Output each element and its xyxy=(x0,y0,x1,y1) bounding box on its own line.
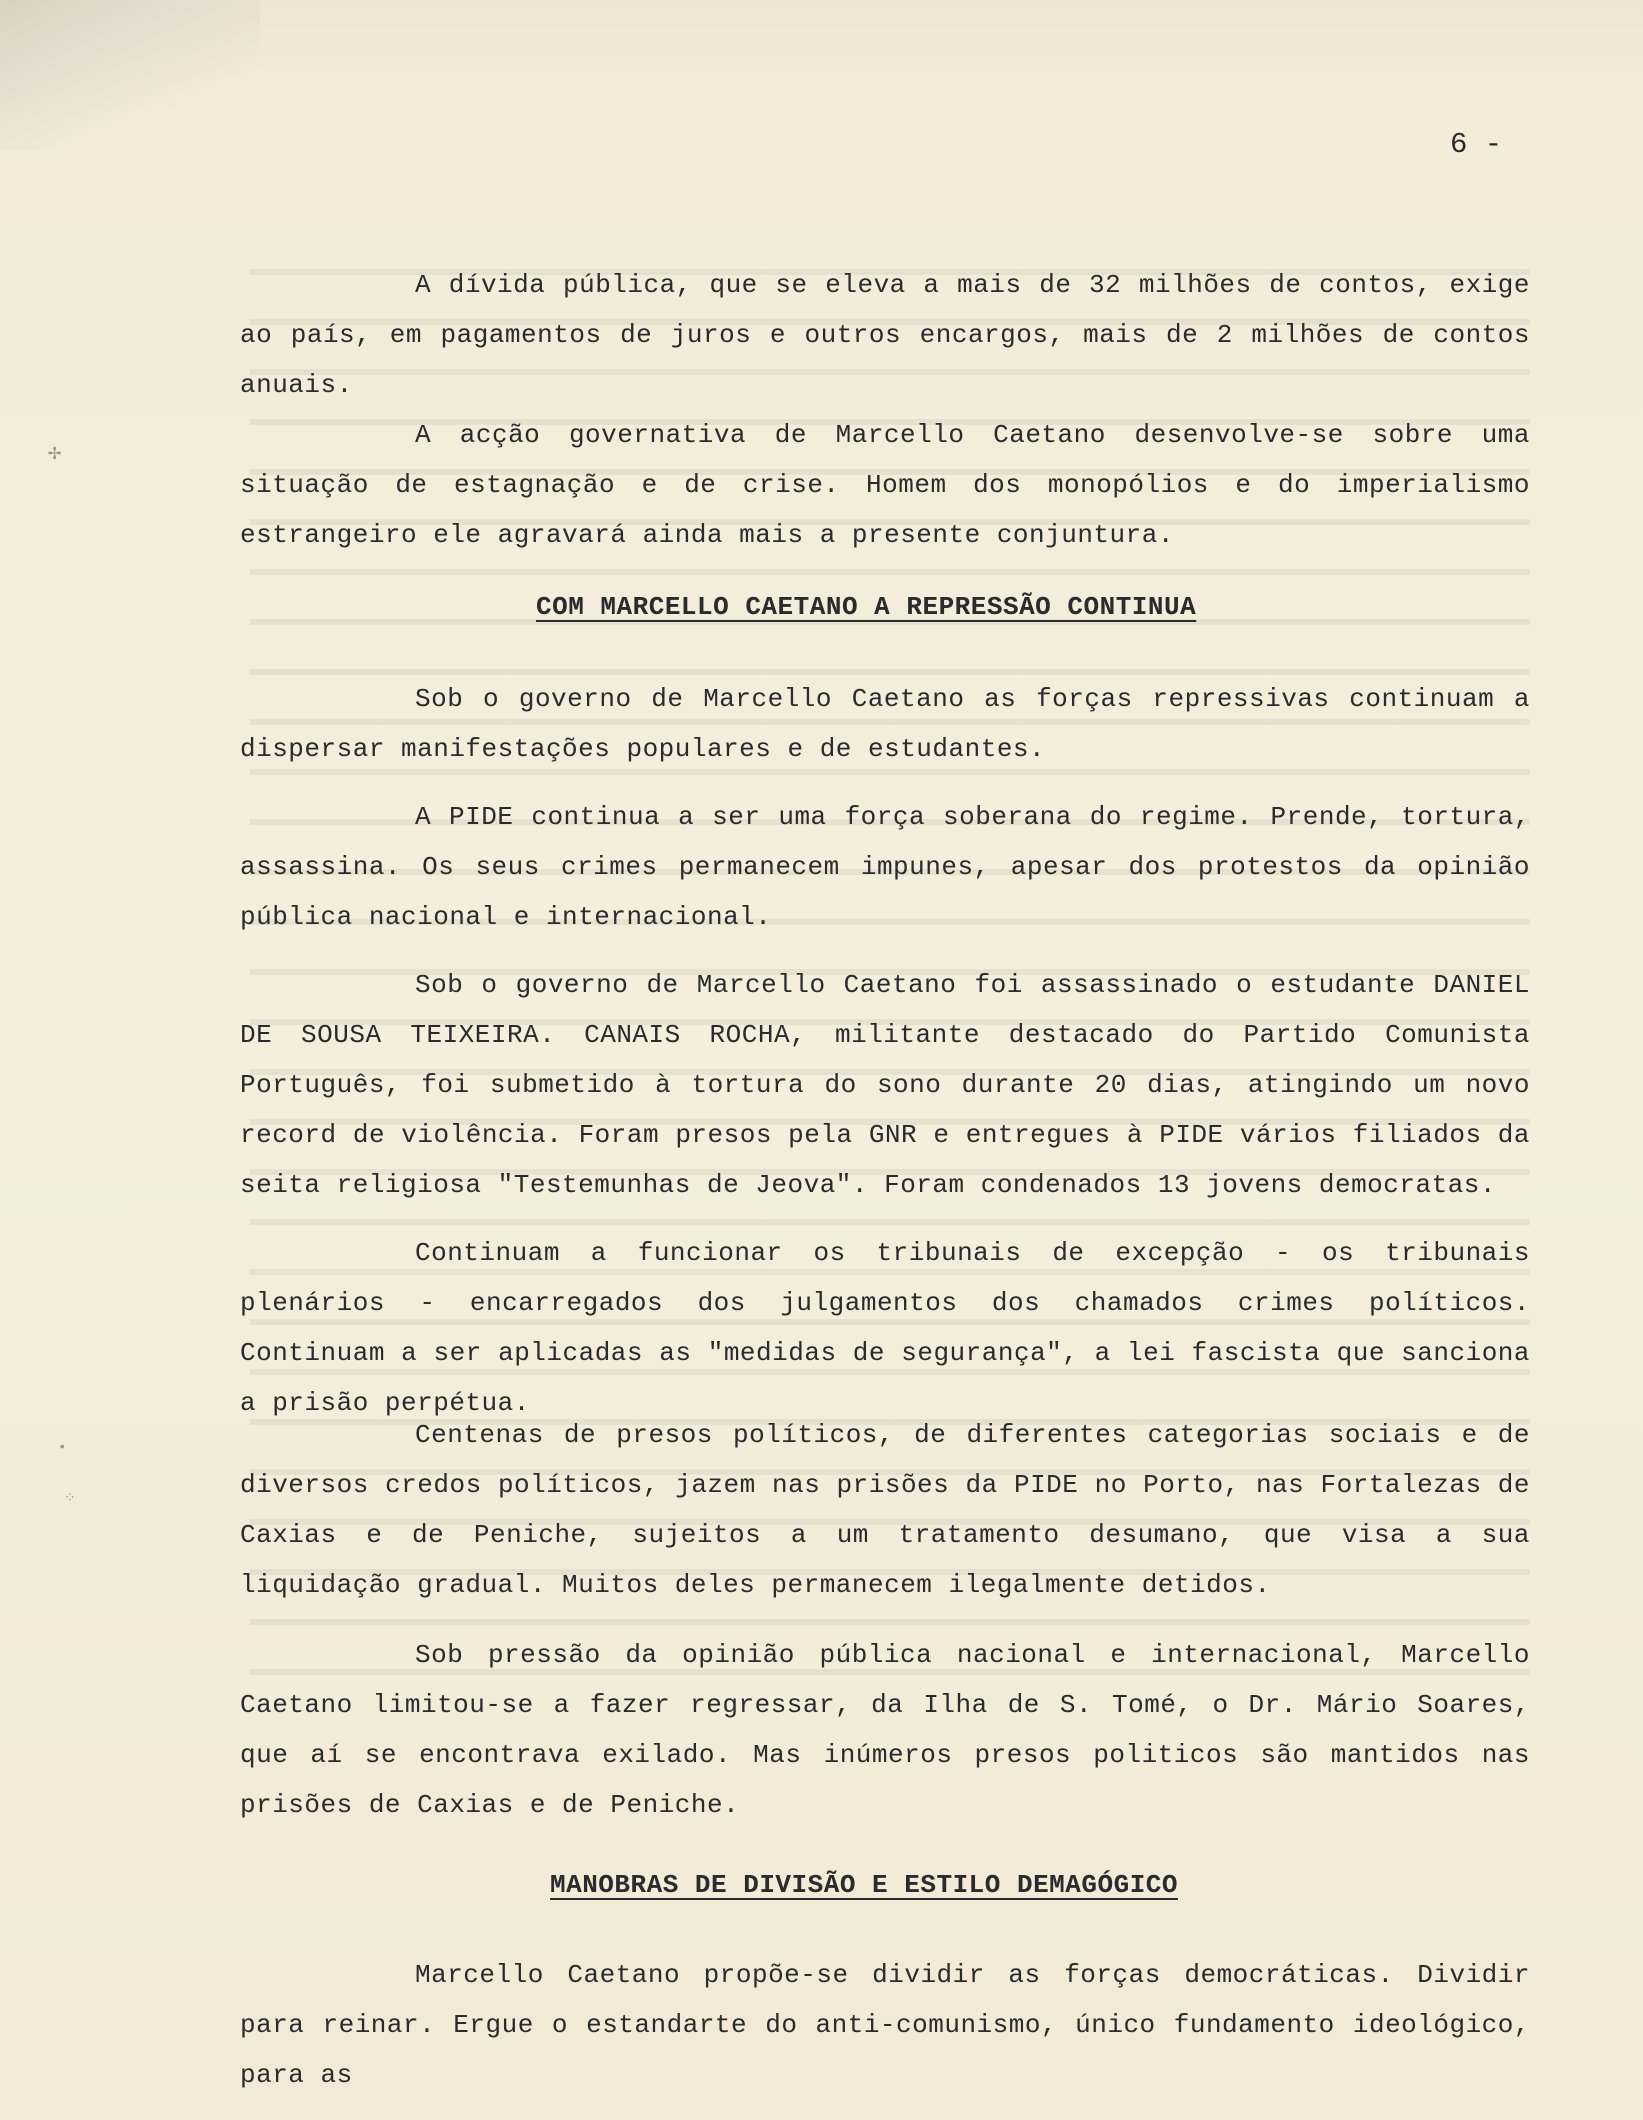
section-heading-manobras: MANOBRAS DE DIVISÃO E ESTILO DEMAGÓGICO xyxy=(550,1870,1178,1900)
paragraph-presos-politicos: Centenas de presos políticos, de diferentes categorias sociais e de diversos credos políticos, jazem nas prisões da PIDE no Porto, nas Fortalezas de Caxias e de Peniche, sujeitos a um tratamento desumano, que visa a sua liquidação gradual. Muitos deles permanecem ilegalmente detidos. xyxy=(240,1420,1530,1600)
paragraph-divida-publica: A dívida pública, que se eleva a mais de 32 milhões de contos, exige ao país, em pagamentos de juros e outros encargos, mais de 2 milhões de contos anuais. xyxy=(240,270,1530,400)
paragraph-forcas-repressivas: Sob o governo de Marcello Caetano as forças repressivas continuam a dispersar manifestações populares e de estudantes. xyxy=(240,684,1530,764)
page-number: 6 - xyxy=(1450,128,1503,161)
paragraph-assassinato: Sob o governo de Marcello Caetano foi assassinado o estudante DANIEL DE SOUSA TEIXEIRA. CANAIS ROCHA, militante destacado do Partido Comunista Português, foi submetido à tortura do sono durante 20 dias, atingindo um novo record de violência. Foram presos pela GNR e entregues à PIDE vários filiados da seita religiosa "Testemunhas de Jeova". Foram condenados 13 jovens democratas. xyxy=(240,970,1530,1200)
paragraph-tribunais: Continuam a funcionar os tribunais de excepção - os tribunais plenários - encarregados dos julgamentos dos chamados crimes políticos. Continuam a ser aplicadas as "medidas de segurança", a lei fascista que sanciona a prisão perpétua. xyxy=(240,1238,1530,1418)
margin-mark: ⁘ xyxy=(64,1491,76,1507)
margin-mark: ✢ xyxy=(48,441,62,466)
paragraph-pide: A PIDE continua a ser uma força soberana do regime. Prende, tortura, assassina. Os seus crimes permanecem impunes, apesar dos protestos da opinião pública nacional e internacional. xyxy=(240,802,1530,932)
paragraph-dividir-para-reinar: Marcello Caetano propõe-se dividir as forças democráticas. Dividir para reinar. Ergue o estandarte do anti-comunismo, único fundamento ideológico, para as xyxy=(240,1960,1530,2090)
page-corner-shadow xyxy=(0,0,260,150)
section-heading-repressao: COM MARCELLO CAETANO A REPRESSÃO CONTINUA xyxy=(536,592,1197,622)
margin-mark: • xyxy=(58,1440,67,1456)
paragraph-mario-soares: Sob pressão da opinião pública nacional e internacional, Marcello Caetano limitou-se a fazer regressar, da Ilha de S. Tomé, o Dr. Mário Soares, que aí se encontrava exilado. Mas inúmeros presos politicos são mantidos nas prisões de Caxias e de Peniche. xyxy=(240,1640,1530,1820)
paragraph-accao-governativa: A acção governativa de Marcello Caetano desenvolve-se sobre uma situação de estagnação e de crise. Homem dos monopólios e do imperialismo estrangeiro ele agravará ainda mais a presente conjuntura. xyxy=(240,420,1530,550)
